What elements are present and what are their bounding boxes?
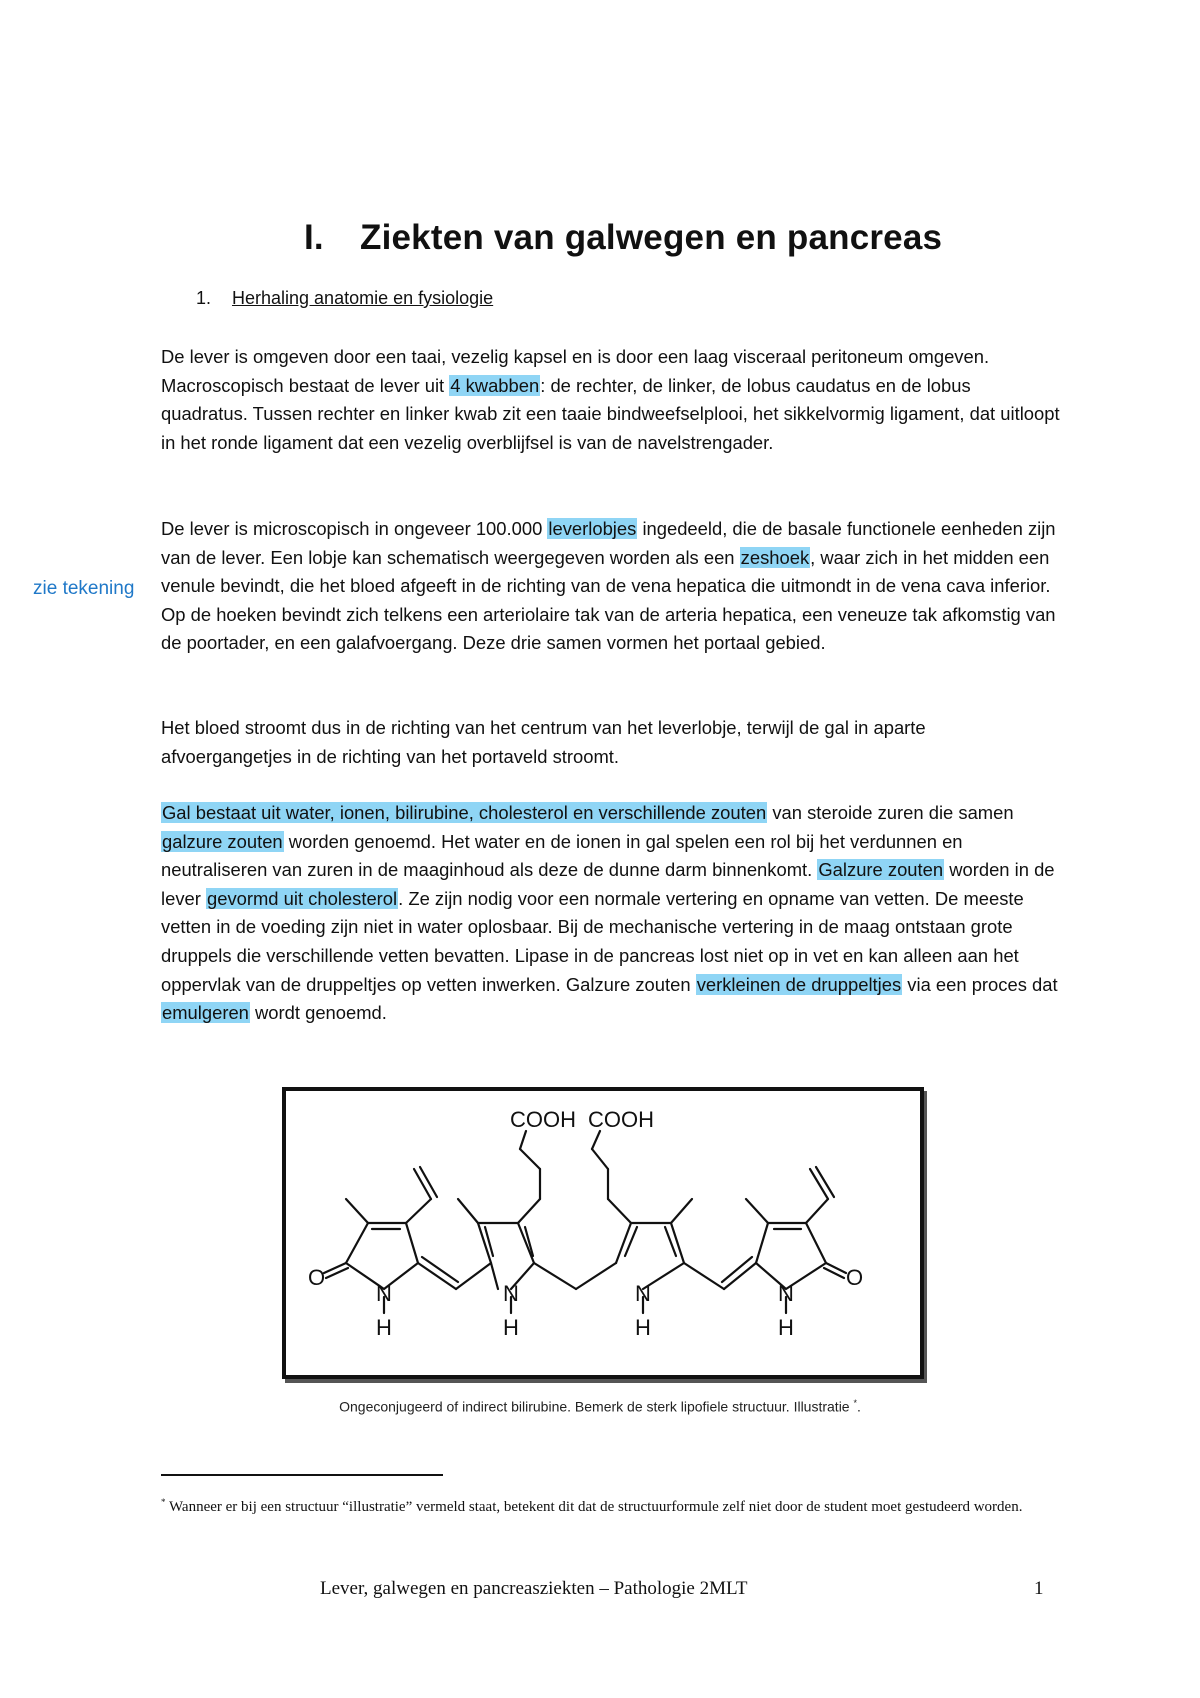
footnote-text: Wanneer er bij een structuur “illustratie” vermeld staat, betekent dit dat de structuurformule zelf niet door de student moet gestudeerd worden. [165,1499,1023,1515]
text-run: worden genoemd. Het water en de ionen in gal spelen een rol bij het verdunnen en neutraliseren van zuren in de maaginhoud als deze de dunne darm binnenkomt. [161,830,963,881]
text-run: via een proces dat [902,973,1058,995]
highlight: gevormd uit cholesterol [206,887,398,909]
highlight: emulgeren [162,1002,249,1024]
cooh-label-2: COOH [588,1107,654,1132]
methyl [746,1199,768,1223]
hydrogen-label-c: H [635,1315,651,1340]
vinyl [806,1199,828,1223]
footnote-mark: * [161,1497,166,1507]
margin-comment[interactable]: zie tekening [33,578,135,599]
section-title: Herhaling anatomie en fysiologie [232,288,494,308]
footnote-reference[interactable]: * [853,1398,857,1408]
propionic-chain [518,1199,540,1223]
highlight: Galzure zouten [818,859,944,881]
methyl [671,1199,692,1223]
highlight: Gal bestaat uit water, ionen, bilirubine, cholesterol en verschillende zouten [162,802,767,823]
text-run: De lever is omgeven door een taai, vezelig kapsel en is door een laag visceraal peritoneum omgeven. Macroscopisch bestaat de lever uit [161,346,990,396]
footnote-separator [161,1474,443,1476]
hydrogen-label-a: H [376,1315,392,1340]
methyl [458,1199,478,1223]
oxygen-label-right: O [846,1265,864,1290]
vinyl [406,1199,431,1223]
nitrogen-label-a: N [376,1281,392,1306]
highlight: zeshoek [740,546,810,568]
text-run: van steroide zuren die samen [767,802,1014,823]
caption-text: Ongeconjugeerd of indirect bilirubine. Bemerk de sterk lipofiele structuur. Illustratie [339,1398,850,1415]
section-number: 1. [196,288,212,308]
paragraph-microscopy [161,515,1061,658]
figure-caption [0,1398,1200,1415]
page-footer: Lever, galwegen en pancreasziekten – Pathologie 2MLT [320,1578,748,1599]
propionic-chain [608,1199,631,1223]
methine-bridge [684,1263,724,1289]
nitrogen-label-d: N [778,1281,794,1306]
hydrogen-label-b: H [503,1315,519,1340]
text-run: wordt genoemd. [249,1002,387,1024]
paragraph-bile [161,799,1061,1028]
ring-b [491,1263,498,1289]
oxygen-label-left: O [308,1265,326,1290]
highlight: 4 kwabben [450,374,540,396]
propionic-chain [520,1149,540,1169]
text-run: , waar zich in het midden een venule bevindt, die het bloed afgeeft in de richting van de vena hepatica die uitmondt in de vena cava inferior. Op de hoeken bevindt zich telkens een arteriolaire tak van de arteria hepatica, een veneuze tak afkomstig van de poortader, en een galafvoergang. Deze drie samen vormen het portaal gebied. [161,546,1056,654]
ring-c [616,1223,684,1289]
page-title [304,218,942,258]
methylene-bridge [534,1263,576,1289]
methyl [346,1199,368,1223]
highlight: leverlobjes [548,518,637,539]
text-run: : de rechter, de linker, de lobus caudatus en de lobus quadratus. Tussen rechter en linker kwab zit een taaie bindweefselplooi, het sikkelvormig ligament, dat uitloopt in het ronde ligament dat een vezelig overblijfsel is van de navelstrengader. [161,374,1060,453]
caption-end: . [857,1398,861,1415]
methylene-bridge [576,1263,616,1289]
bilirubin-structure-figure [282,1087,924,1379]
section-heading [196,288,493,309]
page-number: 1 [1034,1578,1044,1599]
title-number: I. [304,218,324,257]
ring-d [756,1223,826,1289]
text-run: . Ze zijn nodig voor een normale vertering en opname van vetten. De meeste vetten in de voeding zijn niet in water oplosbaar. Bij de mechanische vertering in de maag ontstaan grote druppels die verschillende vetten bevatten. Lipase in de pancreas lost niet op in vet en kan alleen aan het oppervlak van de druppeltjes op vetten inwerken. Galzure zouten [161,887,1024,995]
text-run: worden in de lever [161,859,1055,909]
cooh-label-1: COOH [510,1107,576,1132]
highlight: galzure zouten [162,830,283,852]
bilirubin-structure-diagram [286,1091,920,1375]
hydrogen-label-d: H [778,1315,794,1340]
title-text: Ziekten van galwegen en pancreas [360,218,943,257]
paragraph-anatomy [161,343,1061,457]
propionic-chain [592,1149,608,1169]
footnote [161,1491,1041,1519]
propionic-chain [592,1131,600,1149]
nitrogen-label-c: N [635,1281,651,1306]
text-run: De lever is microscopisch in ongeveer 100.000 [161,518,548,539]
ring-a [346,1223,418,1289]
propionic-chain [520,1131,526,1149]
paragraph-bloodflow: Het bloed stroomt dus in de richting van het centrum van het leverlobje, terwijl de gal in aparte afvoergangetjes in de richting van het portaveld stroomt. [161,717,926,767]
text-run: ingedeeld, die de basale functionele eenheden zijn van de lever. Een lobje kan schematisch weergegeven worden als een [161,518,1056,568]
nitrogen-label-b: N [503,1281,519,1306]
highlight: verkleinen de druppeltjes [696,973,902,995]
